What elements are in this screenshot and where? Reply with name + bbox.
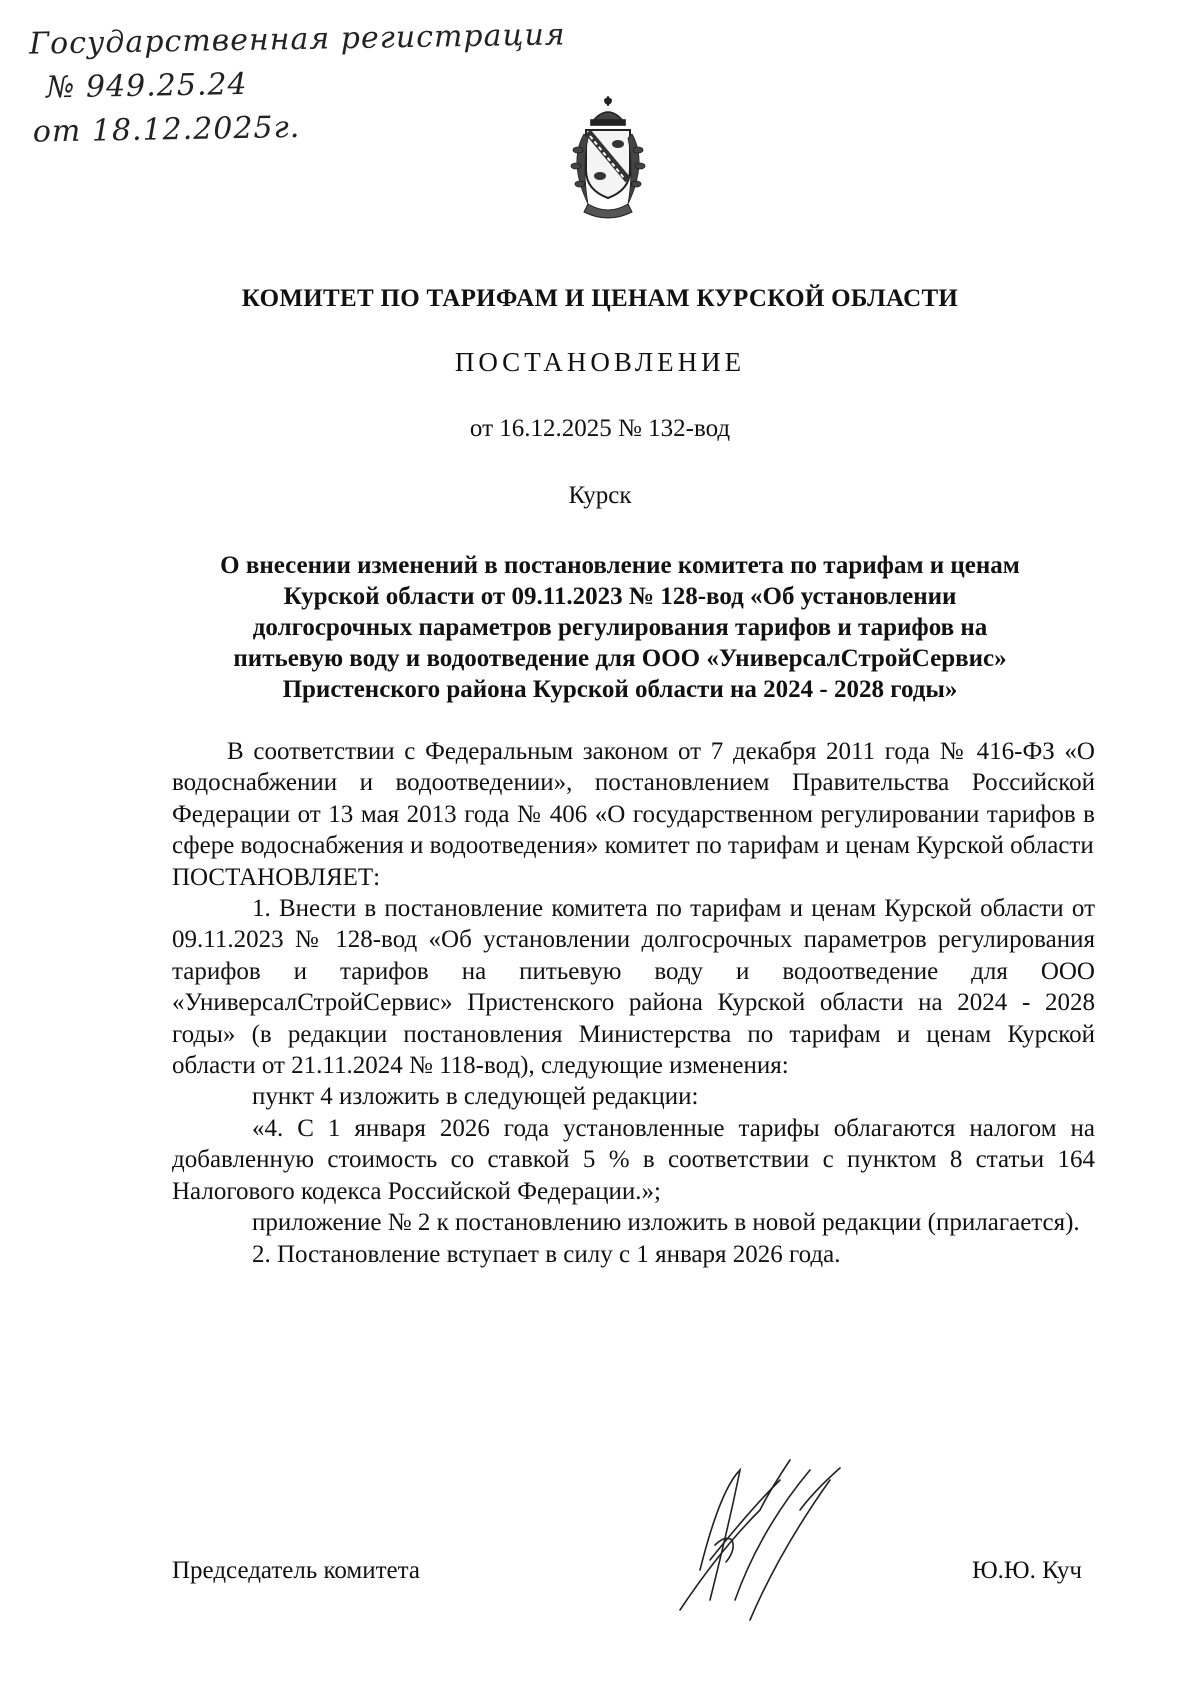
document-body: [172, 736, 1095, 1270]
registration-note-line1: Государственная регистрация: [28, 17, 566, 62]
registration-note-line3: от 18.12.2025г.: [32, 109, 301, 150]
signer-name: Ю.Ю. Куч: [971, 1557, 1082, 1584]
document-type: ПОСТАНОВЛЕНИЕ: [454, 347, 746, 377]
subject-line: Пристенского района Курской области на 2024 - 2028 годы»: [282, 676, 958, 703]
registration-note-line2: № 949.25.24: [45, 66, 248, 106]
item-1-subpoint-c: приложение № 2 к постановлению изложить в новой редакции (прилагается).: [252, 1209, 1080, 1237]
item-1-paragraph: 1. Внести в постановление комитета по тарифам и ценам Курской области от 09.11.2023 № 128-вод «Об установлении долгосрочных параметров регулирования тарифов и тарифов на питьевую воду и водоотведение для ООО «УниверсалСтройСервис» Пристенского района Курской области на 2024 - 2028 годы» (в редакции постановления Министерства по тарифам и ценам Курской области от 21.11.2024 № 118-вод), следующие изменения:: [172, 895, 1095, 1080]
document-date-number: от 16.12.2025 № 132-вод: [469, 415, 731, 442]
item-2-paragraph: 2. Постановление вступает в силу с 1 января 2026 года.: [252, 1240, 841, 1268]
subject-line: питьевую воду и водоотведение для ООО «УниверсалСтройСервис»: [233, 645, 1007, 672]
registration-handwritten-note: [29, 13, 568, 154]
item-1-subpoint-b: «4. С 1 января 2026 года установленные тарифы облагаются налогом на добавленную стоимость со ставкой 5 % в соответствии с пунктом 8 статьи 164 Налогового кодекса Российской Федерации.»;: [172, 1114, 1095, 1205]
preamble-paragraph: В соответствии с Федеральным законом от 7 декабря 2011 года № 416-ФЗ «О водоснабжении и водоотведении», постановлением Правительства Российской Федерации от 13 мая 2013 года № 406 «О государственном регулировании тарифов в сфере водоснабжения и водоотведения» комитет по тарифам и ценам Курской области: [172, 738, 1095, 860]
signer-position: Председатель комитета: [172, 1557, 420, 1584]
subject-line: О внесении изменений в постановление комитета по тарифам и ценам: [220, 552, 1020, 579]
document-subject: [160, 550, 1080, 705]
subject-line: долгосрочных параметров регулирования тарифов и тарифов на: [252, 614, 988, 641]
issuing-authority-title: КОМИТЕТ ПО ТАРИФАМ И ЦЕНАМ КУРСКОЙ ОБЛАСТИ: [241, 285, 959, 312]
resolves-word: ПОСТАНОВЛЯЕТ:: [172, 863, 381, 891]
subject-line: Курской области от 09.11.2023 № 128-вод «Об установлении: [283, 583, 957, 610]
document-city: Курск: [568, 482, 632, 509]
handwritten-signature: [640, 1450, 880, 1630]
item-1-subpoint-a: пункт 4 изложить в следующей редакции:: [252, 1083, 699, 1111]
coat-of-arms-emblem: [558, 92, 658, 224]
